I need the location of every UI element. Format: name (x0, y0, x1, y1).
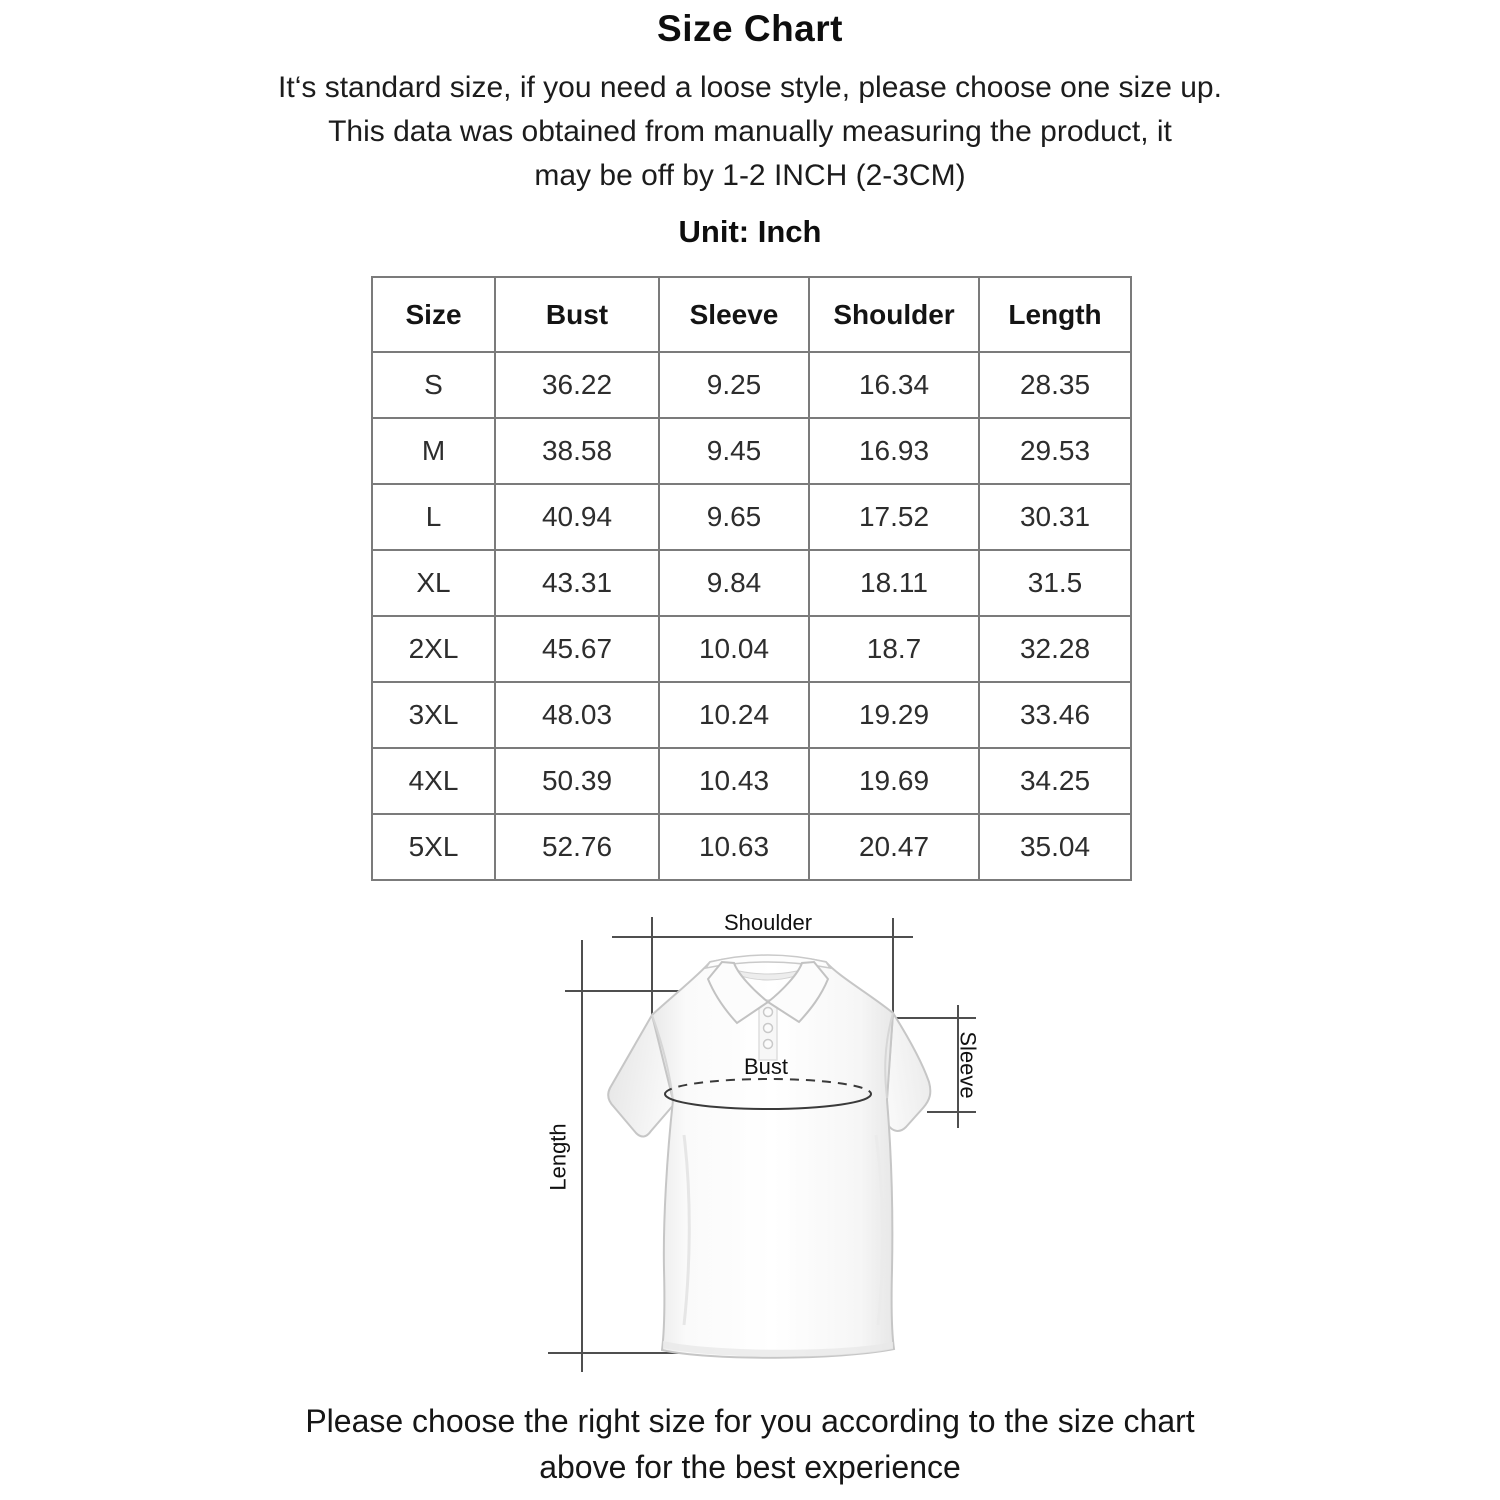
cell-size: 2XL (372, 616, 495, 682)
shirt-measurement-diagram (540, 900, 1010, 1385)
table-row (372, 616, 1131, 682)
cell-bust: 40.94 (495, 484, 659, 550)
cell-length: 28.35 (979, 352, 1131, 418)
table-row (372, 352, 1131, 418)
size-note-line: This data was obtained from manually measuring the product, it (328, 115, 1172, 148)
polo-shirt-illustration (608, 955, 930, 1358)
table-row (372, 814, 1131, 880)
cell-bust: 45.67 (495, 616, 659, 682)
cell-length: 34.25 (979, 748, 1131, 814)
shirt-button (764, 1008, 773, 1017)
shirt-button (764, 1024, 773, 1033)
cell-shoulder: 18.7 (809, 616, 979, 682)
size-note-line: It‘s standard size, if you need a loose style, please choose one size up. (278, 71, 1222, 104)
cell-shoulder: 19.69 (809, 748, 979, 814)
cell-bust: 38.58 (495, 418, 659, 484)
cell-shoulder: 16.34 (809, 352, 979, 418)
header-size: Size (372, 277, 495, 352)
cell-bust: 43.31 (495, 550, 659, 616)
cell-shoulder: 16.93 (809, 418, 979, 484)
cell-sleeve: 10.04 (659, 616, 809, 682)
table-row (372, 550, 1131, 616)
shoulder-label: Shoulder (723, 910, 813, 935)
table-row (372, 682, 1131, 748)
unit-label: Unit: Inch (678, 214, 822, 249)
cell-bust: 52.76 (495, 814, 659, 880)
cell-length: 29.53 (979, 418, 1131, 484)
size-table (371, 276, 1132, 881)
bust-label: Bust (743, 1054, 789, 1079)
table-row (372, 484, 1131, 550)
footer-note (0, 1398, 1500, 1490)
header-length: Length (979, 277, 1131, 352)
cell-length: 31.5 (979, 550, 1131, 616)
page-title: Size Chart (657, 8, 843, 49)
cell-bust: 50.39 (495, 748, 659, 814)
shirt-button (764, 1040, 773, 1049)
header-shoulder: Shoulder (809, 277, 979, 352)
cell-shoulder: 17.52 (809, 484, 979, 550)
size-note-line: may be off by 1-2 INCH (2-3CM) (534, 159, 966, 192)
cell-sleeve: 9.25 (659, 352, 809, 418)
footer-line: Please choose the right size for you according to the size chart (305, 1403, 1195, 1439)
cell-bust: 48.03 (495, 682, 659, 748)
cell-size: S (372, 352, 495, 418)
header-bust: Bust (495, 277, 659, 352)
footer-line: above for the best experience (539, 1449, 961, 1485)
cell-sleeve: 9.84 (659, 550, 809, 616)
length-label: Length (545, 1123, 571, 1191)
size-note (0, 66, 1500, 198)
cell-sleeve: 10.24 (659, 682, 809, 748)
header-sleeve: Sleeve (659, 277, 809, 352)
cell-size: L (372, 484, 495, 550)
cell-sleeve: 10.63 (659, 814, 809, 880)
cell-size: 5XL (372, 814, 495, 880)
cell-length: 35.04 (979, 814, 1131, 880)
cell-shoulder: 19.29 (809, 682, 979, 748)
cell-size: 3XL (372, 682, 495, 748)
cell-size: M (372, 418, 495, 484)
cell-sleeve: 9.45 (659, 418, 809, 484)
cell-length: 32.28 (979, 616, 1131, 682)
cell-size: 4XL (372, 748, 495, 814)
cell-length: 33.46 (979, 682, 1131, 748)
cell-shoulder: 20.47 (809, 814, 979, 880)
cell-size: XL (372, 550, 495, 616)
sleeve-label: Sleeve (955, 1031, 981, 1099)
cell-sleeve: 9.65 (659, 484, 809, 550)
cell-shoulder: 18.11 (809, 550, 979, 616)
cell-bust: 36.22 (495, 352, 659, 418)
table-row (372, 748, 1131, 814)
cell-sleeve: 10.43 (659, 748, 809, 814)
cell-length: 30.31 (979, 484, 1131, 550)
table-header-row (372, 277, 1131, 352)
table-row (372, 418, 1131, 484)
